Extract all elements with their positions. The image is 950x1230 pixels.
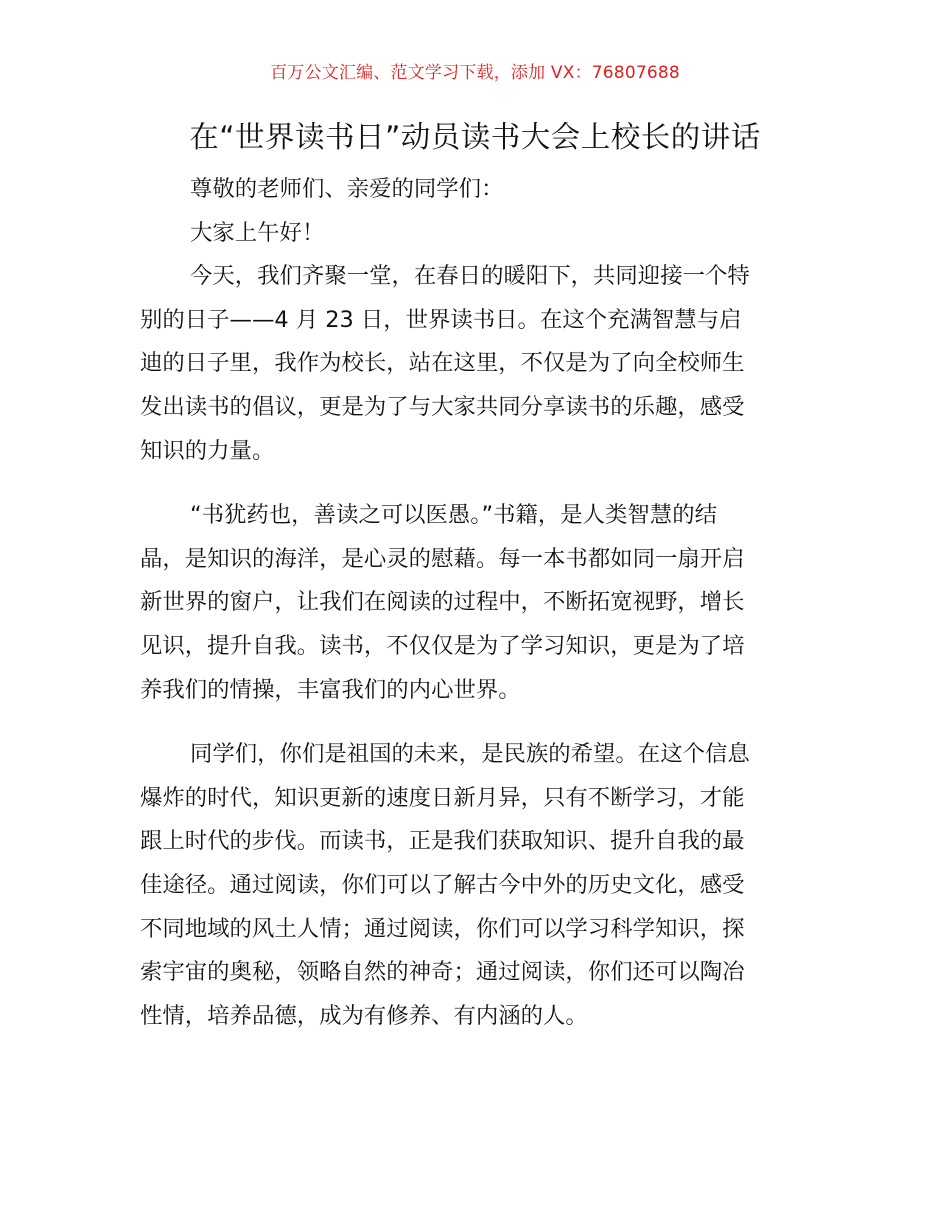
document-title: 在“世界读书日”动员读书大会上校长的讲话 xyxy=(189,120,761,154)
paragraph-3 xyxy=(140,733,812,1038)
paragraph-line: 知识的力量。 xyxy=(140,437,275,464)
paragraph-line: 发出读书的倡议，更是为了与大家共同分享读书的乐趣，感受 xyxy=(140,393,745,420)
paragraph-line: 迪的日子里，我作为校长，站在这里，不仅是为了向全校师生 xyxy=(140,350,745,377)
paragraph-gap xyxy=(140,473,812,494)
paragraph-line: 养我们的情操，丰富我们的内心世界。 xyxy=(140,676,521,703)
paragraph-line: 今天，我们齐聚一堂，在春日的暖阳下，共同迎接一个特 xyxy=(190,263,750,290)
paragraph-line: 别的日子——4 月 23 日，世界读书日。在这个充满智慧与启 xyxy=(140,306,742,333)
paragraph-1 xyxy=(140,255,812,473)
paragraph-line: 同学们，你们是祖国的未来，是民族的希望。在这个信息 xyxy=(190,741,750,768)
paragraph-line: 跟上时代的步伐。而读书，正是我们获取知识、提升自我的最 xyxy=(140,828,745,855)
paragraph-line: 佳途径。通过阅读，你们可以了解古今中外的历史文化，感受 xyxy=(140,871,745,898)
paragraph-2 xyxy=(140,494,812,712)
paragraph-line: 晶，是知识的海洋，是心灵的慰藉。每一本书都如同一扇开启 xyxy=(140,545,745,572)
paragraph-line: 性情，培养品德，成为有修养、有内涵的人。 xyxy=(140,1002,588,1029)
paragraph-line: “书犹药也，善读之可以医愚。”书籍，是人类智慧的结 xyxy=(190,502,717,529)
paragraph-line: 新世界的窗户，让我们在阅读的过程中，不断拓宽视野，增长 xyxy=(140,589,745,616)
greeting: 尊敬的老师们、亲爱的同学们： xyxy=(190,176,504,202)
paragraph-line: 索宇宙的奥秘，领略自然的神奇；通过阅读，你们还可以陶冶 xyxy=(140,959,745,986)
paragraph-line: 不同地域的风土人情；通过阅读，你们可以学习科学知识，探 xyxy=(140,915,745,942)
paragraph-gap xyxy=(140,712,812,733)
paragraph-line: 见识，提升自我。读书，不仅仅是为了学习知识，更是为了培 xyxy=(140,632,745,659)
salutation: 大家上午好！ xyxy=(190,219,325,246)
watermark-header: 百万公文汇编、范文学习下载，添加 VX：76807688 xyxy=(270,63,680,83)
paragraph-line: 爆炸的时代，知识更新的速度日新月异，只有不断学习，才能 xyxy=(140,784,745,811)
document-body xyxy=(140,168,812,1038)
